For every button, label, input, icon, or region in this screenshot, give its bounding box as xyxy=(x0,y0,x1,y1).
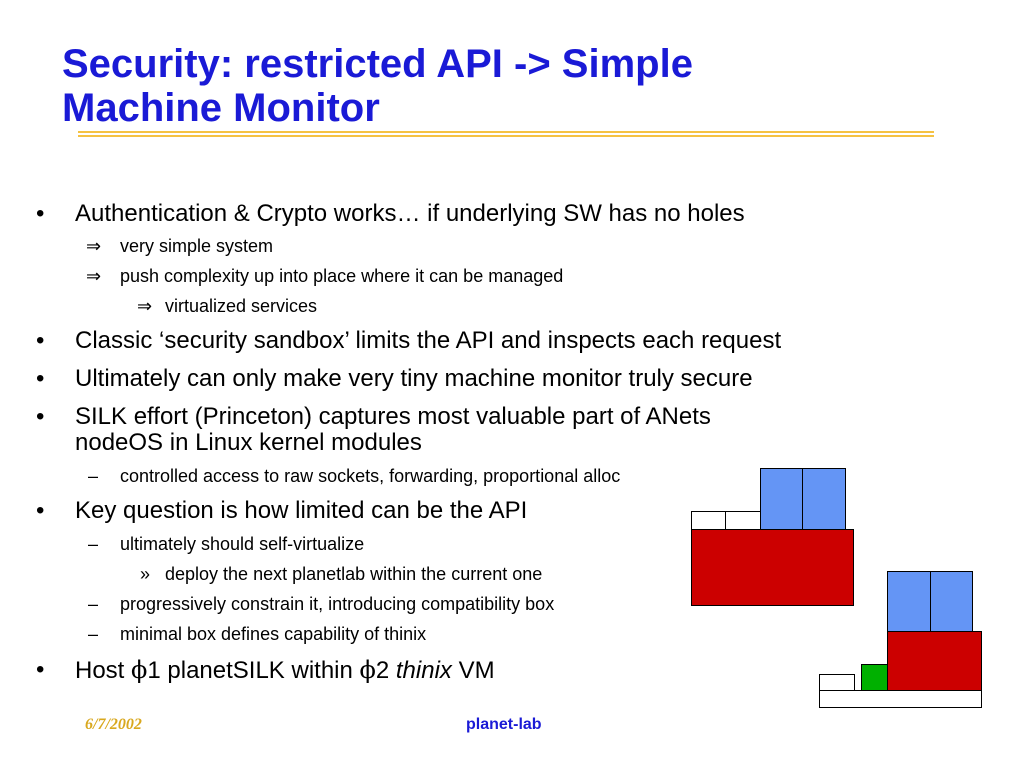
slide-title xyxy=(62,42,942,130)
footer-title: planet-lab xyxy=(466,716,542,733)
blue-box xyxy=(802,468,846,530)
bullet-silk-effort-cont: nodeOS in Linux kernel modules xyxy=(75,429,422,456)
white-box xyxy=(691,511,726,530)
dash-marker: – xyxy=(88,594,99,614)
chevron-marker: » xyxy=(140,564,151,584)
bullet-classic-sandbox: Classic ‘security sandbox’ limits the API and inspects each request xyxy=(75,327,782,354)
bullet-marker: • xyxy=(36,327,45,354)
bullet-marker: • xyxy=(36,200,45,227)
dash-marker: – xyxy=(88,466,99,486)
white-box xyxy=(725,511,761,530)
bullet-marker: • xyxy=(36,365,45,392)
sub-bullet-self-virtualize: ultimately should self-virtualize xyxy=(120,534,365,554)
dash-marker: – xyxy=(88,534,99,554)
sub-sub-bullet-virtualized: virtualized services xyxy=(165,296,318,316)
phi-symbol: ϕ xyxy=(359,656,376,684)
bullet-host-planetsilk xyxy=(75,656,495,685)
blue-box xyxy=(930,571,973,632)
bullet-marker: • xyxy=(36,656,45,683)
thinix-text: thinix xyxy=(395,657,452,684)
bullet-ultimately: Ultimately can only make very tiny machine monitor truly secure xyxy=(75,365,753,392)
sub-bullet-progressively: progressively constrain it, introducing compatibility box xyxy=(120,594,555,614)
white-base-box xyxy=(819,690,982,708)
planetsilk-text: 1 planetSILK within xyxy=(147,657,360,684)
sub-bullet-push-complexity: push complexity up into place where it can be managed xyxy=(120,266,564,286)
green-box xyxy=(861,664,888,691)
sub-bullet-minimal-box: minimal box defines capability of thinix xyxy=(120,624,427,644)
bullet-silk-effort: SILK effort (Princeton) captures most valuable part of ANets xyxy=(75,403,711,430)
bullet-authentication: Authentication & Crypto works… if underlying SW has no holes xyxy=(75,200,745,227)
arrow-marker: ⇒ xyxy=(137,296,153,316)
phi-symbol: ϕ xyxy=(131,656,148,684)
blue-box xyxy=(760,468,803,530)
bullet-key-question: Key question is how limited can be the API xyxy=(75,497,528,524)
blue-box xyxy=(887,571,931,632)
sub-bullet-controlled-access: controlled access to raw sockets, forwarding, proportional alloc xyxy=(120,466,621,486)
title-underline xyxy=(78,131,934,137)
sub-sub-bullet-deploy: deploy the next planetlab within the current one xyxy=(165,564,543,584)
footer-date: 6/7/2002 xyxy=(85,716,142,733)
slide-title-line-1: Security: restricted API -> Simple xyxy=(62,42,693,86)
arrow-marker: ⇒ xyxy=(86,266,102,286)
white-box xyxy=(819,674,855,691)
bullet-marker: • xyxy=(36,403,45,430)
red-box xyxy=(691,529,854,606)
sub-bullet-simple-system: very simple system xyxy=(120,236,274,256)
host-text: Host xyxy=(75,657,132,684)
slide-title-line-2: Machine Monitor xyxy=(62,86,380,130)
vm-text: VM xyxy=(451,657,495,684)
red-box xyxy=(887,631,982,691)
two-text: 2 xyxy=(375,657,396,684)
arrow-marker: ⇒ xyxy=(86,236,102,256)
bullet-marker: • xyxy=(36,497,45,524)
dash-marker: – xyxy=(88,624,99,644)
